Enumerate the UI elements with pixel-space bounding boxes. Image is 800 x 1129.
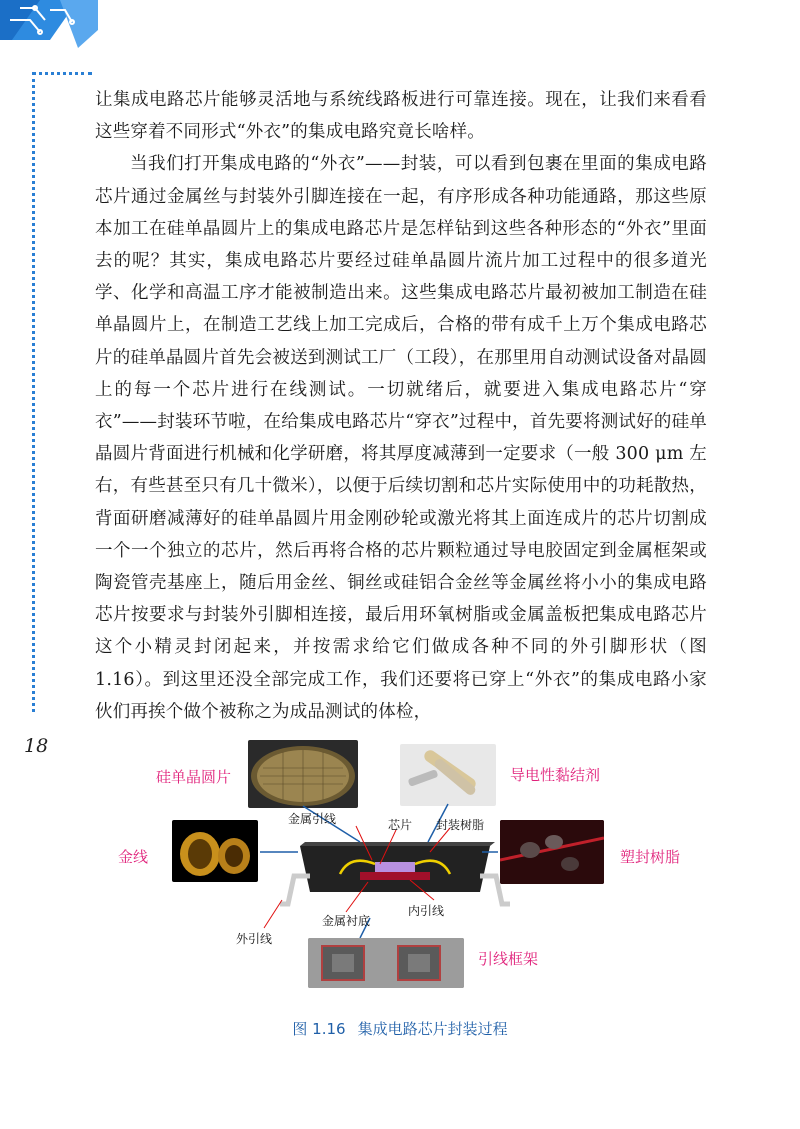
page-number: 18 — [24, 735, 49, 757]
label-adhesive: 导电性黏结剂 — [510, 766, 601, 784]
label-lead-frame: 引线框架 — [478, 950, 539, 968]
label-chip: 芯片 — [388, 818, 413, 832]
caption-title: 集成电路芯片封装过程 — [357, 1020, 508, 1038]
caption-number: 图 1.16 — [292, 1020, 346, 1038]
label-outer-lead: 外引线 — [236, 932, 273, 946]
label-gold-wire: 金线 — [118, 848, 149, 866]
circuit-logo-icon — [0, 0, 110, 80]
label-encapsulant: 封装树脂 — [436, 818, 485, 832]
label-resin: 塑封树脂 — [620, 848, 681, 866]
label-substrate: 金属衬底 — [322, 914, 371, 928]
label-inner-lead: 内引线 — [408, 904, 445, 918]
paragraph: 让集成电路芯片能够灵活地与系统线路板进行可靠连接。现在，让我们来看看这些穿着不同形式“外衣”的集成电路究竟长啥样。 — [95, 90, 707, 143]
top-dotted-line — [32, 72, 92, 75]
label-metal-lead: 金属引线 — [288, 812, 337, 826]
lead-frame-photo — [308, 938, 464, 988]
body-text — [95, 84, 707, 728]
paragraph: 当我们打开集成电路的“外衣”——封装，可以看到包裹在里面的集成电路芯片通过金属丝与封装外引脚连接在一起，有序形成各种功能通路，那这些原本加工在硅单晶圆片上的集成电路芯片是怎样钻到这些各种形态的“外衣”里面去的呢？其实，集成电路芯片要经过硅单晶圆片流片加工过程中的很多道光学、化学和高温工序才能被制造出来。这些集成电路芯片最初被加工制造在硅单晶圆片上，在制造工艺线上加工完成后，合格的带有成千上万个集成电路芯片的硅单晶圆片首先会被送到测试工厂（工段），在那里用自动测试设备对晶圆上的每一个芯片进行在线测试。一切就绪后，就要进入集成电路芯片“穿衣”——封装环节啦，在给集成电路芯片“穿衣”过程中，首先要将测试好的硅单晶圆片背面进行机械和化学研磨，将其厚度减薄到一定要求（一般 300 μm 左右，有些甚至只有几十微米），以便于后续切割和芯片实际使用中的功耗散热，背面研磨减薄好的硅单晶圆片用金刚砂轮或激光将其上面连成片的芯片切割成一个一个独立的芯片，然后再将合格的芯片颗粒通过导电胶固定到金属框架或陶瓷管壳基座上，随后用金丝、铜丝或硅铝合金丝等金属丝将小小的集成电路芯片按要求与封装外引脚相连接，最后用环氧树脂或金属盖板把集成电路芯片这个小精灵封闭起来，并按需求给它们做成各种不同的外引脚形状（图 1.16）。到这里还没全部完成工作，我们还要将已穿上“外衣”的集成电路小家伙们再挨个做个被称之为成品测试的体检， — [95, 154, 707, 722]
side-dotted-line — [32, 72, 35, 712]
label-wafer: 硅单晶圆片 — [156, 768, 232, 786]
packaging-figure — [110, 740, 681, 1010]
figure-caption — [0, 1018, 800, 1039]
